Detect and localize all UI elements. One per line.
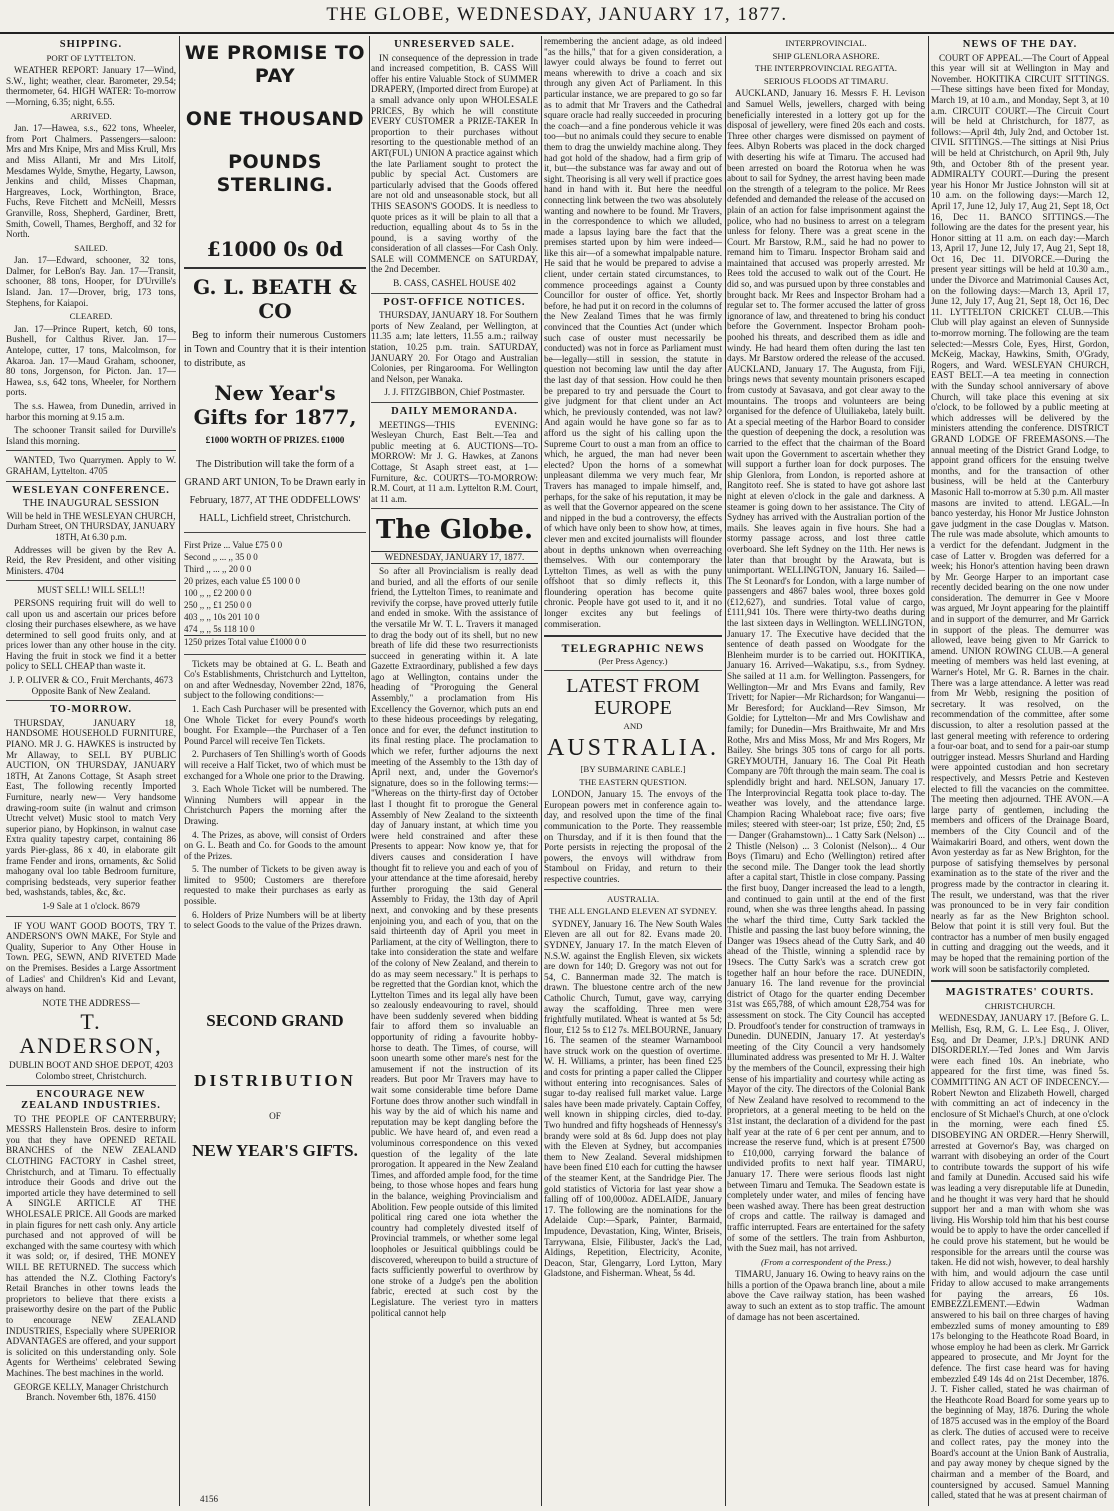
worth-line: £1000 WORTH OF PRIZES. £1000 (205, 435, 345, 445)
eastern-question: LONDON, January 15. The envoys of the European powers met in conference again to-day, and resolved upon the time of the final communication to the Porte. They reassemble on Thursday, and if it is then found that the Porte persists in rejecting the proposal of the powers, the envoys will withdraw from Stamboul on Friday, and return to their respective countries. (544, 789, 722, 884)
column-rule (928, 36, 929, 1506)
hallenstein-ad: TO THE PEOPLE OF CANTERBURY; MESSRS Hallenstein Bros. desire to inform you that they have OPENED RETAIL BRANCHES of the NEW ZEALAND CLOTHING FACTORY in Cashel street, Christchurch, and at Timaru. To effectually introduce their Goods and drive out the imported article they have determined to sell A SINGLE ARTICLE AT THE WHOLESALE PRICE. All Goods are marked in plain figures for nett cash only. Any article purchased and not approved of will be exchanged with the same courtesy with which it was sold; or, if desired, THE MONEY WILL BE RETURNED. The success which has attended the N.Z. Clothing Factory's Retail Branches in other towns leads the proprietors to believe that there exists a praiseworthy desire on the part of the Public to encourage NEW ZEALAND INDUSTRIES, Especially where SUPERIOR ADVANTAGES are offered, and your support is solicited on this understanding only. Sole Agents for Wertheims' celebrated Sewing Machines. The best machines in the world. (6, 1113, 176, 1378)
prize-row: Second ,, ... ,, 35 0 0 (184, 551, 258, 562)
beath-intro: Beg to inform their numerous Customers in Town and Country that it is their intention to distribute, as (184, 330, 366, 369)
shipping-heading: SHIPPING. (59, 39, 123, 50)
leader-date: WEDNESDAY, JANUARY 17, 1877. (371, 551, 538, 564)
australia-heading: AUSTRALIA. (606, 893, 660, 904)
transit-note: The schooner Transit sailed for Durville's Island this morning. (6, 425, 176, 446)
column-interprovincial (727, 36, 925, 1506)
gifts-headline: New Year's Gifts for 1877, (193, 381, 357, 429)
rule-item: 2. Purchasers of Ten Shilling's worth of Goods will receive a Half Ticket, two of which must be exchanged for a Whole one prior to the Drawing. (184, 749, 366, 781)
divider (544, 889, 722, 890)
correspondent-note: (From a correspondent of the Press.) (761, 1256, 891, 1267)
fruit-merchants: J. P. OLIVER & CO., Fruit Merchants, 4673 Opposite Bank of New Zealand. (9, 675, 173, 696)
eastern-heading: THE EASTERN QUESTION. (579, 776, 687, 787)
rule-item: 6. Holders of Prize Numbers will be at liberty to select Goods to the value of the Prizes drawn. (184, 909, 366, 931)
ad-number: 4156 (200, 1494, 218, 1504)
cable-note: [BY SUBMARINE CABLE.] (580, 764, 686, 775)
wanted-ad: WANTED, Two Quarrymen. Apply to W. GRAHAM, Lyttelton. 4705 (6, 455, 176, 476)
cass-signature: B. CASS, CASHEL HOUSE 402 (393, 278, 516, 289)
fruit-ad: PERSONS requiring fruit will do well to call upon us and ascertain our prices before closing their purchases elsewhere, as we have determined to sell good fruits only, and at prices lower than any other house in the city. Having the fruit in stock we find it a better policy to SELL CHEAP than waste it. (6, 597, 176, 672)
sale-time: 1-9 Sale at 1 o'clock. 8679 (42, 900, 140, 911)
cleared-heading: CLEARED. (69, 311, 113, 322)
divider (6, 916, 176, 917)
divider (6, 1085, 176, 1086)
timaru-news: TIMARU, January 16. Owing to heavy rains on the hills a portion of the Opawa branch line, about a mile above the Cave railway station, has been washed away to such an extent as to stop traffic. The amount of damage has not been ascertained. (727, 1269, 925, 1322)
newspaper-title: THE GLOBE, WEDNESDAY, JANUARY 17, 1877. (326, 4, 788, 25)
post-notices: THURSDAY, JANUARY 18. For Southern ports of New Zealand, per Wellington, at 11.35 a.m; late letters, 11.55 a.m.; railway station, 10.25 p.m. train. SATURDAY, JANUARY 20. For Otago and Australian Colonies, per Ringarooma. For Wellington and Nelson, per Wanaka. (371, 310, 538, 384)
leader-continued: remembering the ancient adage, as old indeed "as the hills," that for a given consideration, a lawyer could always be found to ferret out means wherewith to drive a coach and six through any given Act of Parliament. In this particular instance, we are prepared to go so far as to admit that Mr Travers and the Cathedral square oracle had really succeeded in procuring the coach—and a fine ponderous vehicle it was too—but no animals could they secure to enable them to drag the unwieldy machine along. They had got hold of the shadow, had a firm grip of it, but—the substance was far away and out of sight. Theorising is all very well if practice goes hand in hand with it. But here the needful connecting link between the two was absolutely wanting and nowhere to be found. Mr Travers, in the correspondence to which we alluded, made a lapsus laying bare the fact that the premises started upon by him were indeed—like this air—of a somewhat impalpable nature. He said that he would be prepared to advise a client, under certain stated circumstances, to commence proceedings against a County Councillor for ouster of office. Yet, shortly before, he had put it on record in the columns of the New Zealand Times that he was firmly convinced that the Counties Act (under which such case of ouster must necessarily be conducted) was not in force as Parliament must be—legally—still in session, the statute in question not becoming law until the day after the last day of that session. How could he then be prepared to try and persuade the Court to give judgment for that client under an Act which, he previously contended, was not law? And again would he have gone so far as to afford us the sight of his calling upon the Supreme Court to oust a man from an office to which, he argued, the man had never been elected? Upon the horns of a somewhat unpleasant dilemma we very much fear, Mr Travers has managed to impale himself, and, perhaps, for the sake of his reputation, it may be as well that the Governor appeared on the scene and nipped in the bud a controversy, the effects of which have only been to show how, at times, clever men and excited journalists will flounder about in depths unknown when overreaching themselves. With our contemporary the Lyttelton Times, as well as with the puny offshoot that so dimly reflects it, this floundering operation has become quite chronic. People have got used to it, and it no longer excites any but feelings of commiseration. (544, 36, 722, 629)
rule-item: 3. Each Whole Ticket will be numbered. The Winning Numbers will appear in the Christchurch Papers the morning after the Drawing. (184, 784, 366, 826)
prize-row: 20 prizes, each value £5 100 0 0 (184, 575, 300, 586)
must-sell-heading: MUST SELL! WILL SELL!! (37, 585, 145, 596)
divider (371, 508, 538, 509)
thousand-headline: ONE THOUSAND (185, 108, 365, 130)
column-rule (179, 36, 180, 1506)
column-beath-ad (184, 36, 366, 1506)
telegraphic-heading: TELEGRAPHIC NEWS (561, 641, 705, 656)
news-heading: NEWS OF THE DAY. (962, 39, 1078, 50)
addresses-note: Addresses will be given by the Rev A. Reid, the Rev President, and other visiting Ministers. 4704 (6, 544, 176, 576)
prize-total: 1250 prizes Total value £1000 0 0 (184, 635, 366, 648)
of-word: OF (269, 1110, 281, 1121)
prize-row: 250 ,, ,, £1 250 0 0 (184, 599, 252, 610)
interprovincial-news: AUCKLAND, January 16. Messrs F. H. Levison and Samuel Wells, jewellers, charged with being beneficially interested in a lottery got up for the disposal of jewellery, were fined 20s each and costs. Three other charges were dismissed on payment of fees. Albyn Roberts was placed in the dock charged with deserting his wife at Timaru. The accused had been arrested on board the Rotorua when he was about to sail for Sydney, the arrest having been made on the strength of a telegram to the police. Mr Rees defended and demanded the release of the accused on plain of an action for false imprisonment against the police, who had no business to arrest on a telegram unless for felony. There was a great scene in the Court. Mr Barstow, R.M., said he had no power to remand him to Timaru. Inspector Broham said and maintained that accused was properly arrested. Mr Rees told the accused to walk out of the Court. He did so, and was pursued upon by three constables and brought back. Mr Rees and Inspector Broham had a regular set to. The former accused the latter of gross ignorance of law, and threatened to bring his conduct before the Government. Inspector Broham pooh-poohed his threats, and described them as idle and windy. He had heard them often during the last ten days. Mr Barstow ordered the release of the accused. AUCKLAND, January 17. The Augusta, from Fiji, brings news that seventy mountain prisoners escaped from custody at Savasava, and got clear away to the mountains. The troops and volunteers are being organised for the defence of Uluiliakeba, lately built. At a special meeting of the Harbor Board to consider the question of deepening the dock, a resolution was carried to the effect that the chairman of the Board wait upon the Government to ascertain whether they will support a further loan for dock purposes. The ship Glenlora, from London, is reported ashore at Rangitoto reef. She is stated to have got ashore last night at eleven o'clock in the gale and darkness. A steamer is going down to her assistance. The City of Sydney has arrived with the Australian portion of the mails. She leaves again in five hours. She had a stormy passage across, and lost three cattle overboard. She left Sydney on the 11th. Her news is later than that brought by the Arawata, but is unimportant. WELLINGTON, January 16. Sailed—The St Leonard's for London, with a large number of passengers and 4867 bales wool, three boxes gold (£12,627), and sundries. Total value of cargo, £111,941 10s. There were thirty-two deaths during the last sixteen days in Wellington. WELLINGTON, January 17. The Executive have decided that the sentence of death passed on Woodgate for the Blenheim murder is to be carried out. HOKITIKA, January 16. Arrived—Wakatipu, s.s., from Sydney. She sailed at 11 a.m. for Wellington. Passengers, for Wellington—Mr and Mrs Evans and family, Rev Trivett; for Napier—Mr Richardson; for Wanganui—Mr Beresford; for Auckland—Rev Simson, Mr Goldie; for Lyttelton—Mr and Mrs Cowlishaw and family; for Dunedin—Mrs Braithwaite, Mr and Mrs Rothe, Mrs and Miss Moss, Mr and Mrs Rogers, Mr Bailey. She brings 305 tons of cargo for all ports. GREYMOUTH, January 16. The Coal Pit Heath Company are 70ft through the main seam. The coal is splendidly bright and hard. NELSON, January 17. The Interprovincial Regatta took place to-day. The weather was lovely, and the attendance large. Champion Racing Whaleboat race; five oars; five miles; steered with steer-oar; 1st prize, £50; 2nd, £5— Danger (Grahamstown)... 1 Catty Sark (Nelson) ... 2 Thistle (Nelson) ... 3 Colonist (Nelson)... 4 Our Boys (Timaru) and Echo (Wellington) retired after the second mile. The Danger took the lead shortly after a capital start, Thistle in close company. Passing the first buoy, Danger increased the lead to a length, and continued to gain until at the end of the first round, when she was three lengths ahead. In passing the wharf the third time, Cutty Sark tackled the Thistle and passing the last buoy before winning, the Danger was 19secs ahead of the Cutty Sark, and 40 ahead of the Thistle, winning a splendid race by 19secs. The Cutty Sark's was a scratch crew got together half an hour before the race. DUNEDIN, January 16. The land revenue for the provincial district of Otago for the quarter ending December 31st was £65,788, of which amount £28,754 was for assessment on stock. The City Council has accepted D. Proudfoot's tender for construction of tramways in Dunedin. DUNEDIN, January 17. At yesterday's meeting of the City Council a very handsomely illuminated address was presented to Mr H. J. Walter by the members of the Council, expressing their high sense of his impartiality and courtesy while acting as Mayor of the city. The directors of the Colonial Bank of New Zealand have resolved to recommend to the proprietors, at a general meeting to be held on the 31st instant, the declaration of a dividend for the past half year at the rate of 6 per cent per annum, and to increase the reserve fund, which is at present £7500 to £10,000, carrying forward the balance of undivided profits to next half year. TIMARU, January 17. There were serious floods last night between Timaru and Temuka. The Seadown estate is completely under water, and miles of fencing have been washed away. There has been great destruction of crops and cattle. The railway is damaged and traffic interrupted. Fears are entertained for the safety of some of the settlers. The train from Ashburton, with the Suez mail, has not arrived. (727, 88, 925, 1254)
arrived-heading: ARRIVED. (70, 110, 112, 121)
prize-row: First Prize ... Value £75 0 0 (184, 539, 283, 550)
promise-headline: WE PROMISE TO PAY (184, 42, 366, 87)
divider (6, 481, 176, 482)
divider (931, 980, 1109, 982)
pounds-headline: POUNDS STERLING. (216, 151, 334, 196)
kelly-signature: GEORGE KELLY, Manager Christchurch Branch. November 6th, 1876. 4150 (13, 1381, 169, 1403)
port-heading: PORT OF LYTTELTON. (46, 52, 136, 63)
press-agency: (Per Press Agency.) (598, 655, 668, 666)
leader-article: So after all Provincialism is really dead and buried, and all the efforts of our senile friend, the Lyttelton Times, to reanimate and revivify the corpse, have proved utterly futile and ended in smoke. With the assistance of the versatile Mr W. T. L. Travers it managed to drag the body out of its shell, but no new breath of life did these two resurrectionists succeed in generating within it. A late Gazette Extraordinary, published a few days ago at Wellington, contains under the heading of "Proroguing the General Assembly," a proclamation from His Excellency the Governor, which puts an end to these hideous proceedings by relegating, once and for ever, the defunct institution to its final resting place. The proclamation to which we refer, further adjourns the next meeting of the Assembly to the 13th day of April next, and, under the Governor's signature, does so in the following terms:— "Whereas on the thirty-first day of October last I thought fit to prorogue the General Assembly of New Zealand to the sixteenth day of January instant, at which time you were held constrained and after these Presents to appear: Now know ye, that for divers causes and consideration I have thought fit to relieve you and each of you of your attendance at the time aforesaid, hereby further proroguing the said General Assembly to Friday, the 13th day of April next, and convoking and by these presents enjoining you, and each of you, that on the said thirteenth day of April you meet in Parliament, at the city of Wellington, there to take into consideration the state and welfare of the colony of New Zealand, and therein to do as may seem necessary." It is perhaps to be regretted that the Gordian knot, which the Lyttelton Times and its legal ally have been so zealously endeavouring to ravel, should have been suddenly severed when bidding fair to afford them so invaluable an opportunity of riding a favourite hobby-horse to death. The Times, of course, will soon unearth some other mare's nest for the amusement if not the instruction of its readers. But poor Mr Travers may have to wait some considerable time before Dame Fortune does throw another such windfall in his way by the aid of which his name and reputation may be kept dangling before the public. We have heard of, and even read a voluminous correspondence on this vexed question of the legality of the late prorogation. It appeared in the New Zealand Times, and afforded ample food, for the time being, to those whose hopes and fears hung in the balance, weighing Provincialism and Abolition. Few people outside of this limited political ring cared one iota whether the country had completely divested itself of Provincial trammels, or whether some legal loopholes or Jesuitical quibblings could be discovered, whereupon to build a structure of facts sufficiently powerful to overthrow by one stroke of a Judge's pen the abolition fabric, erected at such cost by the Legislature. The veriest tyro in matters political cannot help (371, 565, 538, 1318)
daily-heading: DAILY MEMORANDA. (391, 406, 518, 417)
daily-memoranda: MEETINGS—THIS EVENING: Wesleyan Church, East Belt.—Tea and public meeting at 6. AUCTIONS—TO-MORROW: Mr J. G. Hawkes, at Zanons Cottage, St Asaph street east, at 1—Furniture, &c. COURTS—TO-MORROW: R.M. Court, at 11 a.m. Lyttelton R.M. Court, at 11 a.m. (371, 419, 538, 504)
rule-item: 1. Each Cash Purchaser will be presented with One Whole Ticket for every Pound's worth bought. For Example—the Purchaser of a Ten Pound Parcel will receive Ten Tickets. (184, 703, 366, 746)
inaugural-session: THE INAUGURAL SESSION (22, 497, 160, 510)
column-telegraphic (544, 36, 722, 1506)
rule-item: 5. The number of Tickets to be given away is limited to 9500; Customers are therefore requested to make their purchases as early as possible. (184, 864, 366, 907)
prize-row: Third ,, ... ,, 20 0 0 (184, 563, 252, 574)
boots-ad: IF YOU WANT GOOD BOOTS, TRY T. ANDERSON'S OWN MAKE, For Style and Quality, Superior to Any Other House in Town. PEG, SEWN, AND RIVETED Made on the Premises. Besides a Large Assortment of Ladies' and Children's Kid and Levant, always on hand. (6, 920, 176, 995)
column-shipping (6, 36, 176, 1506)
distribution-headline: DISTRIBUTION (194, 1070, 356, 1090)
floods-heading: SERIOUS FLOODS AT TIMARU. (763, 75, 889, 86)
divider (6, 700, 176, 701)
note-address: NOTE THE ADDRESS— (42, 997, 140, 1008)
sum-headline: £1000 0s 0d (206, 237, 344, 261)
post-heading: POST-OFFICE NOTICES. (383, 296, 526, 308)
divider (184, 654, 366, 655)
prize-row: 474 ,, ,, 5s 118 10 0 (184, 623, 255, 634)
new-year-gifts: NEW YEAR'S GIFTS. (192, 1141, 358, 1161)
rule-item: 4. The Prizes, as above, will consist of Orders on G. L. Beath and Co. for Goods to the amount of the Prizes. (184, 829, 366, 861)
column-rule (725, 36, 726, 1506)
globe-nameplate: The Globe. (375, 515, 534, 546)
arrived-text: Jan. 17—Hawea, s.s., 622 tons, Wheeler, from Port Chalmers. Passengers—saloon: Mrs and Mrs Knipe, Mrs and Miss Krull, Mrs and Miss Allanti, Mr and Mrs Litolf, Mesdames Wylde, Smythe, Hegarty, Lawson, Jenkins and child, Misses Chapman, Hargreaves, Lock, Worthington, Brace, Fuchs, Reve Fitchett and McNeill, Messrs Granville, Ross, Shepherd, Gardiner, Brett, Smith, Cowell, Thames, Berghoff, and 32 for North. (6, 123, 176, 240)
divider (6, 580, 176, 581)
auction-ad: THURSDAY, JANUARY 18, HANDSOME HOUSEHOLD FURNITURE, PIANO. MR J. G. HAWKES is instructed by Mr Allaway, to SELL BY PUBLIC AUCTION, ON THURSDAY, JANUARY 18TH, At Zanons Cottage, St Asaph street East, The following recently Imported Furniture, nearly new— Very handsome drawing-room suite (in walnut and crimson Utrecht velvet) Music stool to match Very superior piano, by Hopkinson, in walnut case Extra quality tapestry carpet, containing 86 yards Pier-glass, 86 x 40, in elaborate gilt frame Fender and irons, ornaments, &c Solid mahogany oval loo table Bedroom furniture, comprising bedsteads, very superior feather bed, washstands, tables, &c, &c. (6, 717, 176, 898)
divider (371, 402, 538, 403)
column-news-of-day (931, 36, 1109, 1506)
inaugural-details: Will be held in THE WESLEYAN CHURCH, Durham Street, ON THURSDAY, JANUARY 18TH, At 6.30 p.m. (6, 510, 176, 542)
postmaster-signature: J. J. FITZGIBBON, Chief Postmaster. (384, 387, 525, 398)
interprovincial-heading: INTERPROVINCIAL. (785, 38, 867, 48)
boot-depot: DUBLIN BOOT AND SHOE DEPOT, 4203 Colombo street, Christchurch. (8, 1060, 173, 1081)
weather-report: WEATHER REPORT: January 17—Wind, S.W., light; weather, clear. Barometer, 29.54; thermometer, 64. HIGH WATER: To-morrow—Morning, 6.35; night, 6.55. (6, 65, 176, 107)
regatta-heading: THE INTERPROVINCIAL REGATTA. (755, 63, 897, 74)
distribution-details: The Distribution will take the form of a GRAND ART UNION, To be Drawn early in February, 1877, AT THE ODDFELLOWS' HALL, Lichfield street, Christchurch. (184, 458, 366, 524)
second-grand: SECOND GRAND (206, 1010, 344, 1030)
divider (6, 450, 176, 451)
eleven-heading: THE ALL ENGLAND ELEVEN AT SYDNEY. (549, 906, 717, 917)
news-items: COURT OF APPEAL.—The Court of Appeal this year will sit at Wellington in May and November. HOKITIKA CIRCUIT SITTINGS.—These sittings have been fixed for Monday, March 19, at 10 a.m., and Monday, Sept 3, at 10 a.m. CIRCUIT COURT.—The Circuit Court will be held at Christchurch, for 1877, as follows:—April 4th, July 2nd, and October 1st. CIVIL SITTINGS.—The sittings at Nisi Prius will be held at Christchurch, on April 9th, July 9th, and October 8th of the present year. ADMIRALTY COURT.—During the present year his Honor Mr Justice Johnston will sit at 10 a.m. on the following days:—March 12, April 17, June 12, July 17, Aug 21, Sept 18, Oct 16, Dec 11. BANCO SITTINGS.—The following are the dates for the present year, his Honor sitting at 11 a.m. on each day:—March 13, April 17, June 12, July 17, Aug 21, Sept 18, Oct 16, Dec 11. DIVORCE.—During the present year sittings will be held at 10.30 a.m., under the Divorce and Matrimonial Causes Act, on the following days:—March 13, April 17, June 12, July 17, Aug 21, Sept 18, Oct 16, Dec 11. LYTTELTON CRICKET CLUB.—This Club will play against an eleven of Sunnyside to-morrow morning. The following are the team selected:—Messrs Cole, Eyes, Hirst, Gordon, McKeig, Mackay, Hawkins, Smith, O'Grady, Rogers, and Ward. WESLEYAN CHURCH, EAST BELT.—A tea meeting in connection with the Sunday school anniversary of above Church, will take place this evening at six o'clock, to be followed by a public meeting at which addresses will be delivered by the ministers attending the conference. DISTRICT GRAND LODGE OF FREEMASONS.—The annual meeting of the District Grand Lodge, to appoint grand officers for the ensuing twelve months, and for the transaction of other business, will be held at the Canterbury Masonic Hall to-morrow at 5.30 p.m. All master masons are invited to attend. LEGAL.—In banco yesterday, his Honor Mr Justice Johnston gave judgment in the case Douglas v. Matson. The rule was made absolute, which amounts to a verdict for the defendant. Judgment in the case of Latter v. Brogden was deferred for a week; his Honor's attention having been drawn by Mr. George Harper to an important case recently decided bearing on the one now under consideration. The demurrer in Gee v Moore was argued, Mr Joynt appearing for the plaintiff and in support of the demurrer, and Mr Garrick in support of the pleas. The demurrer was allowed, leave being given to Mr Garrick to amend. UNION ROWING CLUB.—A general meeting of members was held last evening, at Warner's Hotel, Mr G. R. Barnes in the chair. There was a large attendance. A letter was read from Mr Webb, resigning the position of secretary. It was resolved, on the recommendation of the committee, after some discussion, to alter a resolution passed at the last general meeting with reference to ordering a four-oar boat, and to send for a pair-oar stump outrigger instead. Messrs Shurland and Harding were appointed custodian and hon secretary respectively, and Messrs Petrie and Kesteven elected to fill the vacancies on the committee. The meeting then adjourned. THE AVON.—A large party of gentlemen, including the members and officers of the Drainage Board, members of the City Council and of the Waimakariri Board, and others, went down the Avon yesterday as far as New Brighton, for the purpose of satisfying themselves by personal examination as to the state of the river and the progress made by the contractor in clearing it. The result, we understand, was that the river was pronounced to be in very fair condition nearly as far as the New Brighton school. Below that point it is still very foul. But the contractor has a number of men busily engaged in cutting and dragging out the weeds, and it may be hoped that the remaining portion of the work will soon be satisfactorily completed. (931, 52, 1109, 974)
sailed-text: Jan. 17—Edward, schooner, 32 tons, Dalmer, for LeBon's Bay. Jan. 17—Transit, schooner, 88 tons, Hooper, for D'Urville's Island. Jan. 17—Drover, brig, 173 tons, Stephens, for Kaiapoi. (6, 255, 176, 308)
divider (371, 293, 538, 294)
prize-row: 403 ,, ,, 10s 201 10 0 (184, 611, 260, 622)
australia-headline: AUSTRALIA. (547, 735, 719, 762)
anderson-name: T. ANDERSON, (19, 1009, 163, 1059)
prize-row: 100 ,, ,, £2 200 0 0 (184, 587, 252, 598)
column-rule (369, 36, 370, 1506)
masthead (0, 0, 1114, 34)
sailed-heading: SAILED. (74, 242, 108, 253)
australia-news: SYDNEY, January 16. The New South Wales Eleven are all out for 82. Evans made 20. SYDNEY, January 17. In the match Eleven of N.S.W. against the English Eleven, six wickets are down for 140; D. Gregory was not out for 54, C. Bannerman made 32. The match is drawn. The bluestone centre arch of the new Catholic Church, Tumut, gave way, carrying away the scaffolding. Three men were frightfully mutilated. Wheat is wanted at 5s 5d; flour, £12 5s to £12 7s. MELBOURNE, January 16. The seamen of the steamer Warnambool have struck work on the question of overtime. W. H. Williams, a printer, has been fined £25 and costs for printing a paper called the Clipper without entering into recognisances. Sales of sugar to-day realised full market value. Large sales have been made privately. Captain Coffey, well known in shipping circles, died to-day. Two hundred and fifty hogsheads of Hennessy's brandy were sold at 8s 6d. Jupp does not play with the Eleven at Sydney, but accompanies them to New Zealand. Several midshipmen have been fined £10 each for cutting the hawser of the steamer Kent, at the Sandridge Pier. The gold statistics of Victoria for last year show a falling off of 100,000oz. ADELAIDE, January 17. The following are the nominations for the Adelaide Cup:—Spark, Painter, Barmaid, Impudence, Devastation, King, Winter, Briseis, Tarrywana, Elsie, Filibuster, Jack's the Lad, Aldings, Repetition, Electricity, Aconite, Deacon, Star, Glengarry, Lord Lytton, Mary Gladstone, and Fisherman. Wheat, 5s 4d. (544, 918, 722, 1279)
tomorrow-heading: TO-MORROW. (49, 704, 133, 716)
divider (184, 532, 366, 533)
prize-list (184, 539, 366, 648)
column-notices (371, 36, 538, 1506)
glenlora-heading: SHIP GLENLORA ASHORE. (772, 50, 880, 61)
wesleyan-heading: WESLEYAN CONFERENCE. (12, 484, 170, 496)
beath-headline: G. L. BEATH & CO (193, 275, 357, 323)
divider (544, 670, 722, 671)
latest-headline: LATEST FROM EUROPE (566, 675, 700, 720)
unreserved-heading: UNRESERVED SALE. (394, 39, 515, 50)
hawea-note: The s.s. Hawea, from Dunedin, arrived in harbor this morning at 9.15 a.m. (6, 401, 176, 422)
cleared-text: Jan. 17—Prince Rupert, ketch, 60 tons, Bushell, for Calthus River. Jan. 17—Antelope, cutter, 17 tons, Malcolmson, for Akaroa. Jan. 17—Maud Graham, schooner, 80 tons, Jorgenson, for Picton. Jan. 17—Hawea, s.s, 642 tons, Wheeler, for Northern ports. (6, 323, 176, 398)
and-word: AND (623, 721, 643, 732)
cass-ad: IN consequence of the depression in trade and increased competition, B. CASS Will offer his entire Valuable Stock of SUMMER DRAPERY, (Imported direct from Europe) at a small advance only upon WHOLESALE PRICES, By which he will constitute EVERY CUSTOMER a PRIZE-TAKER In proportion to their purchases without resorting to the questionable method of an ART(FUL) UNION A practice against which the late Parliament sought to protect the public by special Act. Customers are particularly advised that the Goods offered are not old and unseasonable stock, but all THIS SEASON'S GOODS. It is needless to quote prices as it will be plain to all that a reduction, equalling about 4s to 5s in the pound, is a saving worthy of the consideration of all classes—For Cash Only. SALE will COMMENCE on SATURDAY, the 2nd December. (371, 52, 538, 275)
divider (544, 635, 722, 637)
christchurch-heading: CHRISTCHURCH. (984, 1000, 1056, 1011)
divider (184, 267, 366, 269)
magistrates-heading: MAGISTRATES' COURTS. (945, 987, 1095, 999)
column-rule (541, 36, 542, 1506)
encourage-heading: ENCOURAGE NEW ZEALAND INDUSTRIES. (21, 1089, 161, 1112)
tickets-note: Tickets may be obtained at G. L. Beath and Co's Establishments, Christchurch and Lyttelton, on and after Wednesday, November 22nd, 1876, subject to the following conditions:— (184, 658, 366, 701)
magistrates-report: WEDNESDAY, JANUARY 17. [Before G. L. Mellish, Esq, R.M, G. L. Lee Esq., J. Oliver, Esq, and Dr Deamer, J.P.'s.] DRUNK AND DISORDERLY.—Ted Jones and Wm Jarvis were each fined 10s. An inebriate, who appeared for the first time, was fined 5s. COMMITTING AN ACT OF INDECENCY.—Robert Newton and Elizabeth Howell, charged with committing an act of indecency in the enclosure of St Michael's Church, at one o'clock in the morning, were each fined £5. DISOBEYING AN ORDER.—Henry Sherwill, arrested at Governor's Bay, was charged on warrant with disobeying an order of the Court to contribute towards the support of his wife and family at Dunedin. Accused said his wife was leading a very disreputable life at Dunedin, and he thought it was very hard that he should support her and a man with whom she was living. His Worship told him that his best course would be to apply to have the order cancelled if he could prove his statement, but he would be responsible for the arrears until the course was taken. He did not wish, however, to deal harshly with him, and would adjourn the case until Friday to allow accused to make arrangements for paying the arrears, £6 10s. EMBEZZLEMENT.—Edwin Wadman answered to his bail on three charges of having embezzled sums of money amounting to £89 17s belonging to the Heathcote Road Board, in whose employ he had been as clerk. Mr Garrick appeared to prosecute, and Mr Joynt for the defence. The first case heard was for having embezzled £49 14s 4d on 21st December, 1876. J. T. Fisher called, stated he was chairman of the Heathcote Road Board for some years up to the beginning of May, 1876. During the whole of 1875 accused was in the employ of the Board as clerk. The duties of accused were to receive and collect rates, pay the money into the Board's account at the Union Bank of Australia, and pay away money by cheque signed by the chairman and a member of the Board, and countersigned by accused. Samuel Manning called, stated that he was at present chairman of (931, 1013, 1109, 1501)
